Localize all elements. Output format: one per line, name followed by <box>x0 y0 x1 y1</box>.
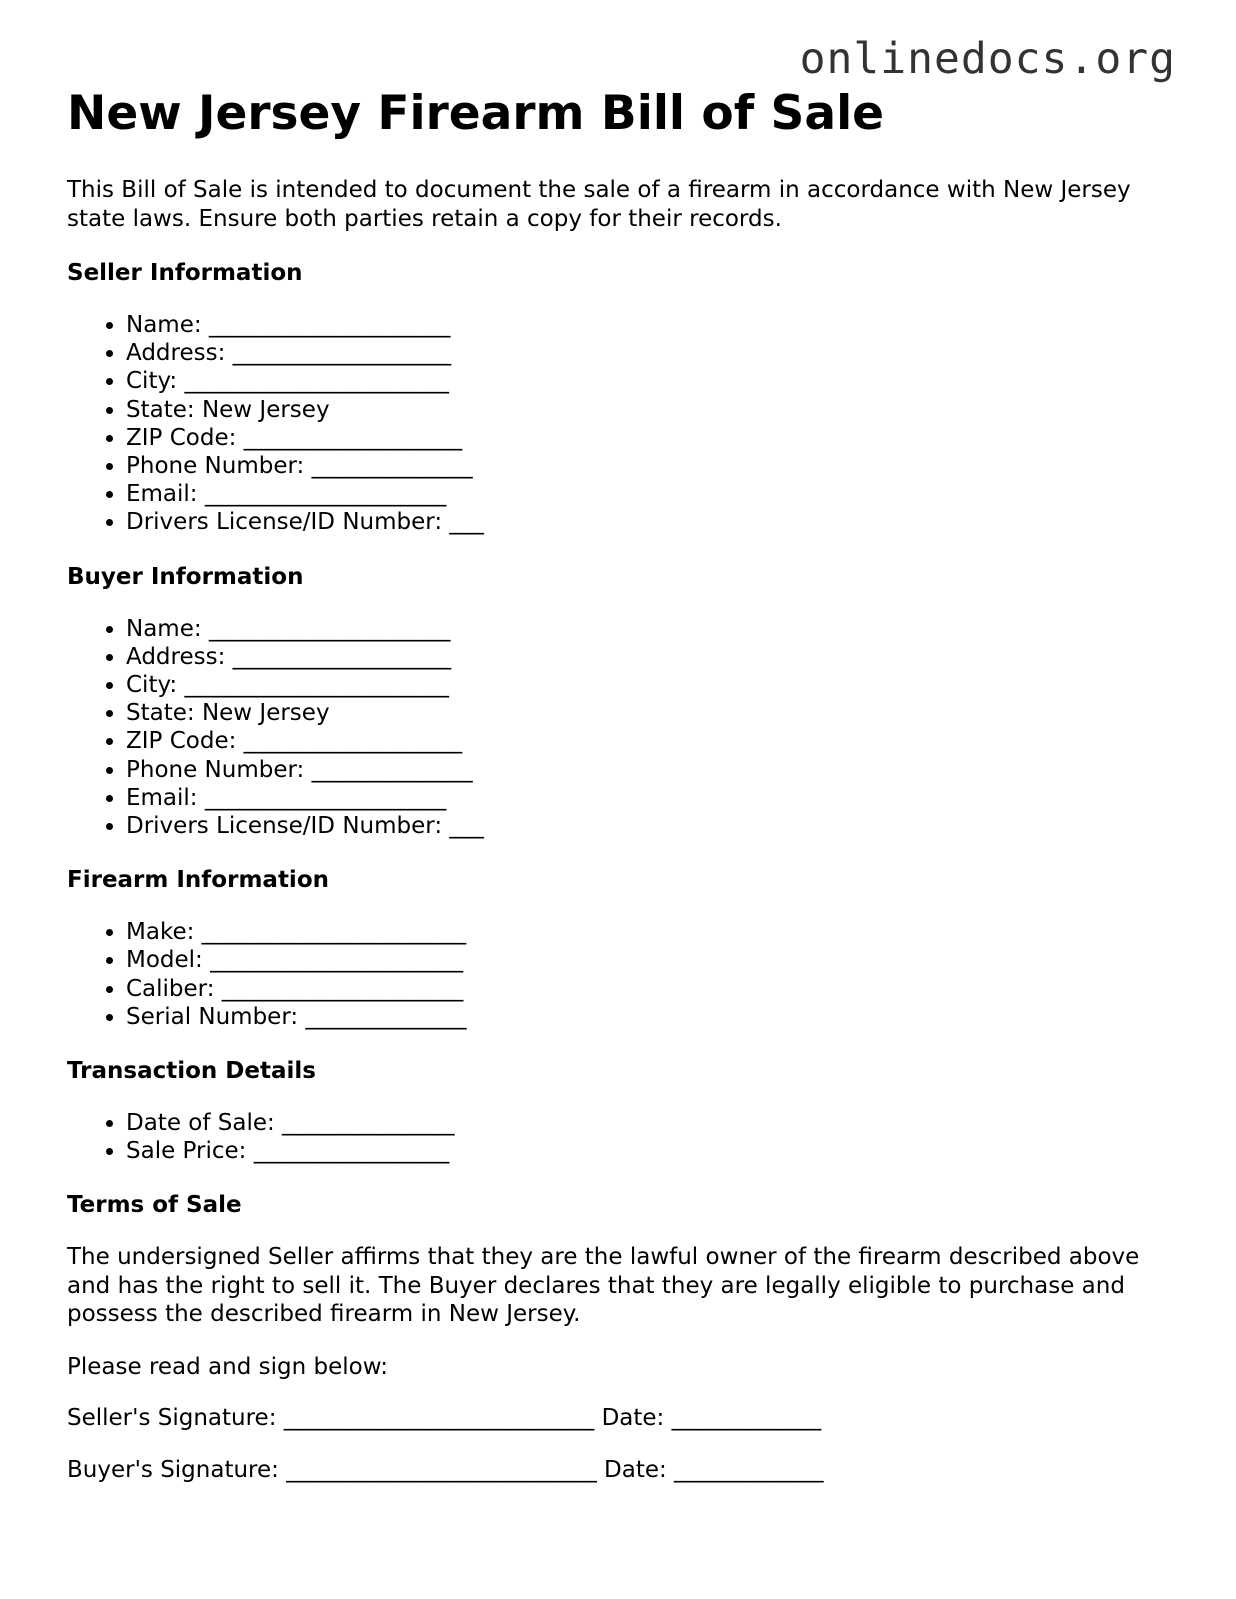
seller-license-item: • Drivers License/ID Number: ___ <box>126 508 1177 536</box>
buyer-license-item: • Drivers License/ID Number: ___ <box>126 812 1177 840</box>
transaction-price-item: • Sale Price: _________________ <box>126 1137 1177 1165</box>
document-page <box>67 86 1177 1484</box>
seller-address-item: • Address: ___________________ <box>126 339 1177 367</box>
buyer-email-item: • Email: _____________________ <box>126 784 1177 812</box>
buyer-state-item: • State: New Jersey <box>126 699 1177 727</box>
firearm-serial-item: • Serial Number: ______________ <box>126 1003 1177 1031</box>
seller-signature-line: Seller's Signature: ___________________________ Date: _____________ <box>67 1405 822 1432</box>
terms-heading: Terms of Sale <box>67 1192 242 1219</box>
intro-paragraph: This Bill of Sale is intended to document the sale of a firearm in accordance with New Jersey state laws. Ensure both parties retain a copy for their records. <box>67 177 1131 232</box>
seller-email-item: • Email: _____________________ <box>126 480 1177 508</box>
firearm-list <box>67 918 1177 1031</box>
seller-heading: Seller Information <box>67 260 303 286</box>
page-title: New Jersey Firearm Bill of Sale <box>67 86 885 141</box>
buyer-zip-item: • ZIP Code: ___________________ <box>126 727 1177 755</box>
firearm-caliber-item: • Caliber: _____________________ <box>126 975 1177 1003</box>
terms-paragraph: The undersigned Seller affirms that they are the lawful owner of the firearm described above and has the right to sell it. The Buyer declares that they are legally eligible to purchase and possess the described firearm in New Jersey. <box>67 1244 1140 1328</box>
firearm-model-item: • Model: ______________________ <box>126 946 1177 974</box>
transaction-date-item: • Date of Sale: _______________ <box>126 1109 1177 1137</box>
seller-phone-item: • Phone Number: ______________ <box>126 452 1177 480</box>
seller-list <box>67 311 1177 537</box>
buyer-address-item: • Address: ___________________ <box>126 643 1177 671</box>
sign-instruction: Please read and sign below: <box>67 1353 389 1380</box>
firearm-heading: Firearm Information <box>67 867 329 894</box>
seller-name-item: • Name: _____________________ <box>126 311 1177 339</box>
buyer-heading: Buyer Information <box>67 563 304 590</box>
buyer-city-item: • City: _______________________ <box>126 671 1177 699</box>
firearm-make-item: • Make: _______________________ <box>126 918 1177 946</box>
watermark-logo: onlinedocs.org <box>799 34 1176 84</box>
buyer-list <box>67 615 1177 841</box>
buyer-phone-item: • Phone Number: ______________ <box>126 756 1177 784</box>
transaction-heading: Transaction Details <box>67 1058 316 1085</box>
seller-zip-item: • ZIP Code: ___________________ <box>126 424 1177 452</box>
seller-city-item: • City: _______________________ <box>126 367 1177 395</box>
transaction-list <box>67 1109 1177 1165</box>
buyer-signature-line: Buyer's Signature: ___________________________ Date: _____________ <box>67 1456 824 1483</box>
buyer-name-item: • Name: _____________________ <box>126 615 1177 643</box>
seller-state-item: • State: New Jersey <box>126 396 1177 424</box>
